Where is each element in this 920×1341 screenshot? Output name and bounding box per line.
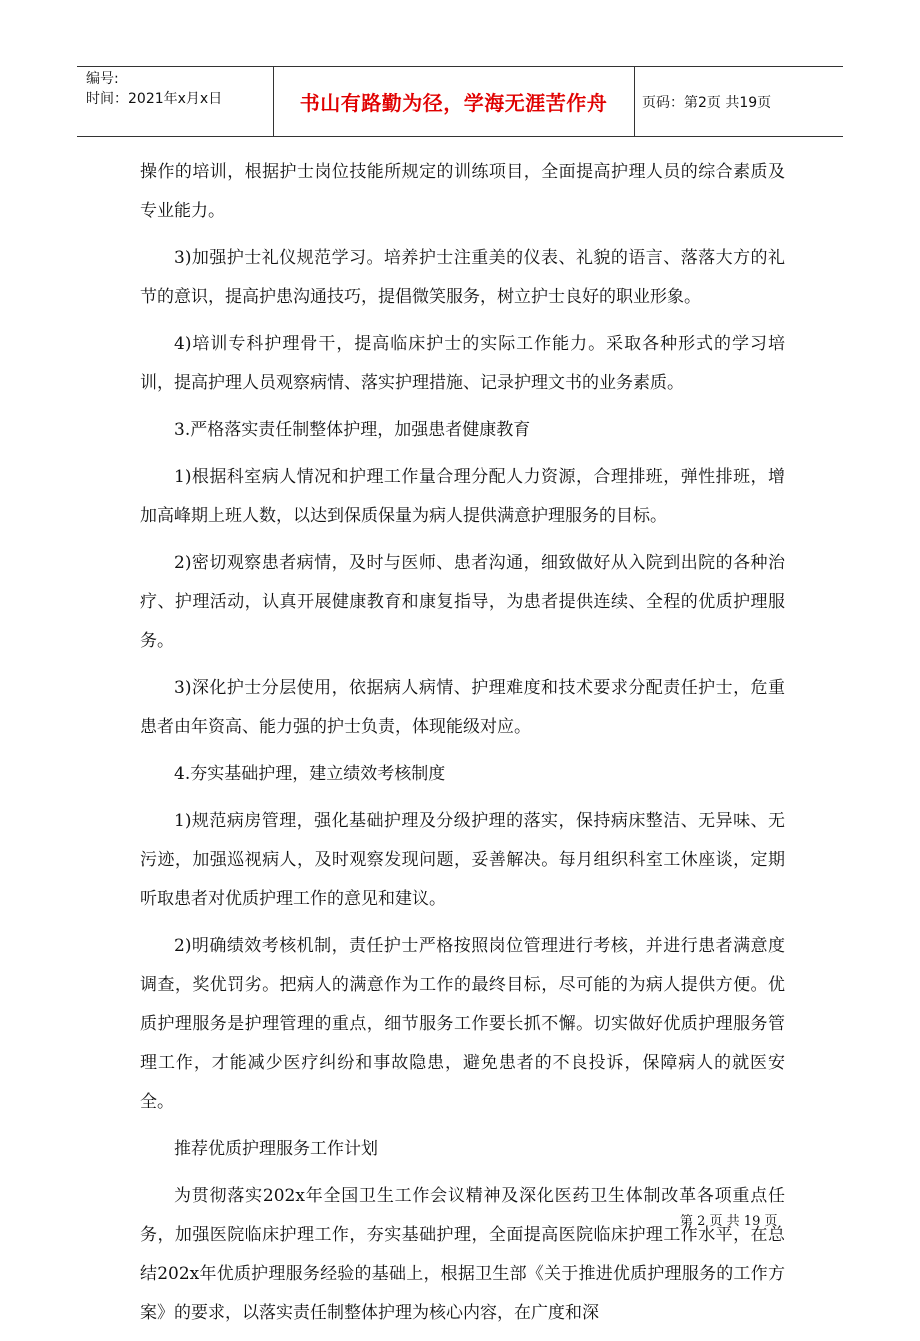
paragraph: 4)培训专科护理骨干，提高临床护士的实际工作能力。采取各种形式的学习培训，提高护理人员观察病情、落实护理措施、记录护理文书的业务素质。 [140, 334, 785, 393]
paragraph: 3)加强护士礼仪规范学习。培养护士注重美的仪表、礼貌的语言、落落大方的礼节的意识，提高护患沟通技巧，提倡微笑服务，树立护士良好的职业形象。 [140, 248, 785, 307]
paragraph: 1)根据科室病人情况和护理工作量合理分配人力资源，合理排班，弹性排班，增加高峰期上班人数，以达到保质保量为病人提供满意护理服务的目标。 [140, 467, 785, 526]
document-body [140, 153, 785, 1341]
page-footer: 第 2 页 共 19 页 [680, 1214, 778, 1229]
paragraph: 2)密切观察患者病情，及时与医师、患者沟通，细致做好从入院到出院的各种治疗、护理活动，认真开展健康教育和康复指导，为患者提供连续、全程的优质护理服务。 [140, 553, 785, 651]
section-heading: 4.夯实基础护理，建立绩效考核制度 [174, 764, 446, 784]
header-page-number: 页码：第2页 共19页 [642, 94, 772, 111]
paragraph: 操作的培训，根据护士岗位技能所规定的训练项目，全面提高护理人员的综合素质及专业能力。 [140, 162, 785, 221]
paragraph: 为贯彻落实202x年全国卫生工作会议精神及深化医药卫生体制改革各项重点任务，加强医院临床护理工作，夯实基础护理，全面提高医院临床护理工作水平，在总结202x年优质护理服务经验的基础上，根据卫生部《关于推进优质护理服务的工作方案》的要求，以落实责任制整体护理为核心内容，在广度和深 [140, 1186, 785, 1323]
section-title: 推荐优质护理服务工作计划 [174, 1139, 378, 1159]
header-meta-cell [77, 67, 274, 136]
section-heading: 3.严格落实责任制整体护理，加强患者健康教育 [174, 420, 531, 440]
paragraph: 2)明确绩效考核机制，责任护士严格按照岗位管理进行考核，并进行患者满意度调查，奖优罚劣。把病人的满意作为工作的最终目标，尽可能的为病人提供方便。优质护理服务是护理管理的重点，细节服务工作要长抓不懈。切实做好优质护理服务管理工作，才能减少医疗纠纷和事故隐患，避免患者的不良投诉，保障病人的就医安全。 [140, 936, 785, 1112]
paragraph: 1)规范病房管理，强化基础护理及分级护理的落实，保持病床整洁、无异味、无污迹，加强巡视病人，及时观察发现问题，妥善解决。每月组织科室工休座谈，定期听取患者对优质护理工作的意见和建议。 [140, 811, 785, 909]
document-date-label: 时间：2021年x月x日 [86, 91, 223, 107]
header-motto: 书山有路勤为径，学海无涯苦作舟 [273, 67, 635, 136]
paragraph: 3)深化护士分层使用，依据病人病情、护理难度和技术要求分配责任护士，危重患者由年资高、能力强的护士负责，体现能级对应。 [140, 678, 785, 737]
document-header [77, 66, 843, 137]
document-number-label: 编号: [86, 71, 119, 87]
